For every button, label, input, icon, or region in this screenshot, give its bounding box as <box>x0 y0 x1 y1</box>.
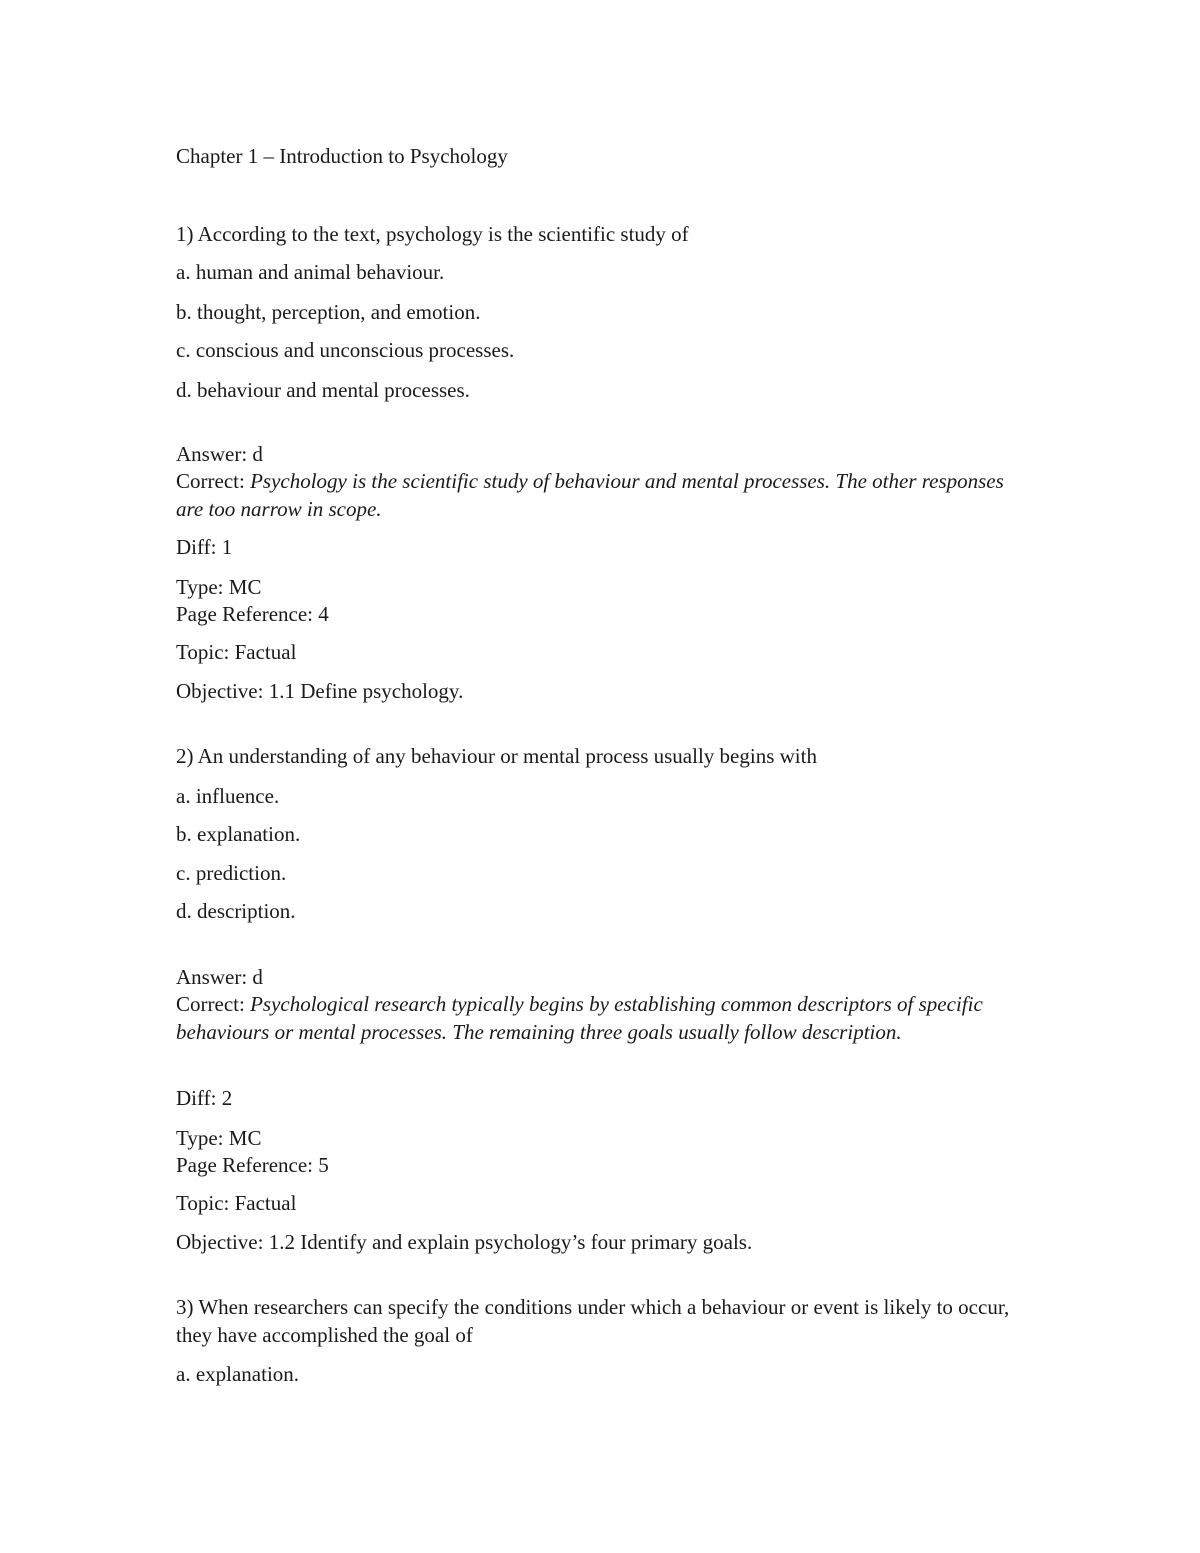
question-1-answer: Answer: d <box>176 442 263 466</box>
question-2-stem: 2) An understanding of any behaviour or mental process usually begins with <box>176 744 817 768</box>
question-2-diff: Diff: 2 <box>176 1086 233 1110</box>
correct-explanation: Psychological research typically begins by establishing common descriptors of specific behaviours or mental processes. The remaining three goals usually follow description. <box>176 992 983 1044</box>
question-2-option-d: d. description. <box>176 899 296 923</box>
question-1-page-reference: Page Reference: 4 <box>176 602 329 626</box>
question-2-option-c: c. prediction. <box>176 861 287 885</box>
question-2-option-a: a. influence. <box>176 784 280 808</box>
question-1-stem: 1) According to the text, psychology is the scientific study of <box>176 222 689 246</box>
question-1-objective: Objective: 1.1 Define psychology. <box>176 679 464 703</box>
correct-label: Correct: <box>176 992 251 1016</box>
question-1-option-b: b. thought, perception, and emotion. <box>176 300 481 324</box>
question-2-type: Type: MC <box>176 1126 262 1150</box>
question-1-option-a: a. human and animal behaviour. <box>176 260 445 284</box>
question-1-option-d: d. behaviour and mental processes. <box>176 378 470 402</box>
question-1-option-c: c. conscious and unconscious processes. <box>176 338 515 362</box>
question-1-type: Type: MC <box>176 575 262 599</box>
question-2-answer: Answer: d <box>176 965 263 989</box>
question-2-page-reference: Page Reference: 5 <box>176 1153 329 1177</box>
question-1-diff: Diff: 1 <box>176 535 233 559</box>
question-2-correct <box>176 990 1036 1046</box>
question-1-correct <box>176 467 1036 523</box>
correct-label: Correct: <box>176 469 251 493</box>
question-2-topic: Topic: Factual <box>176 1191 297 1215</box>
question-2-objective: Objective: 1.2 Identify and explain psychology’s four primary goals. <box>176 1230 753 1254</box>
question-3-option-a: a. explanation. <box>176 1362 300 1386</box>
correct-explanation: Psychology is the scientific study of behaviour and mental processes. The other responses are too narrow in scope. <box>176 469 1004 521</box>
question-1-topic: Topic: Factual <box>176 640 297 664</box>
chapter-title: Chapter 1 – Introduction to Psychology <box>176 144 508 168</box>
question-3-stem: 3) When researchers can specify the conditions under which a behaviour or event is likely to occur, they have accomplished the goal of <box>176 1295 1010 1347</box>
question-2-option-b: b. explanation. <box>176 822 301 846</box>
